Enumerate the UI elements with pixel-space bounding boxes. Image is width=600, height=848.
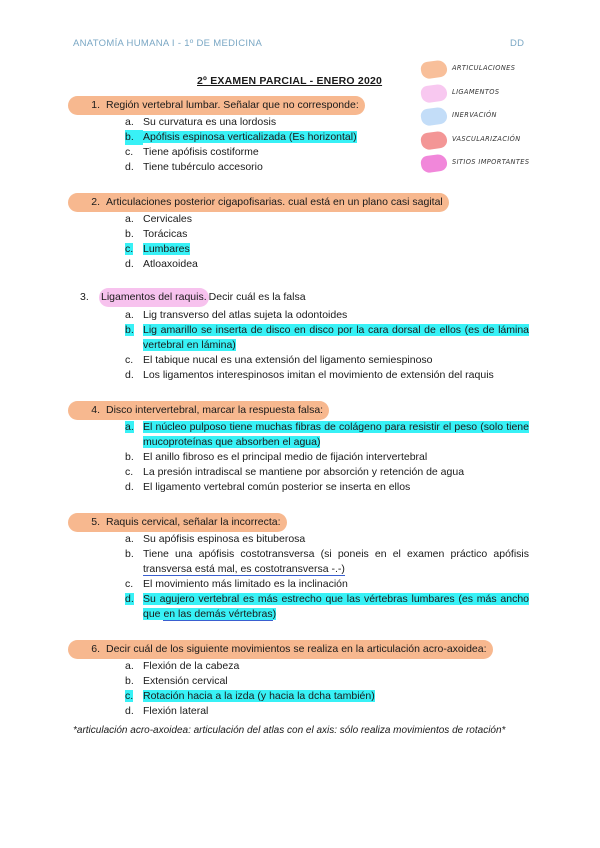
legend-label: VASCULARIZACIÓN xyxy=(452,134,521,143)
option-correct xyxy=(125,689,529,704)
option-text: El anillo fibroso es el principal medio de fijación intervertebral xyxy=(143,451,428,463)
option-text: La presión intradiscal se mantiene por absorción y retención de agua xyxy=(143,466,465,478)
question-number: 4. xyxy=(91,404,100,416)
question-number: 6. xyxy=(91,643,100,655)
question-text: Raquis cervical, señalar la incorrecta: xyxy=(106,516,281,528)
question-4 xyxy=(73,401,529,495)
option-correct xyxy=(125,420,529,450)
legend-label: INERVACIÓN xyxy=(452,111,497,119)
legend-label: LIGAMENTOS xyxy=(452,87,500,96)
option-letter: d. xyxy=(125,481,134,493)
exam-questions xyxy=(73,96,529,738)
question-text-ligamentos: Ligamentos del raquis. xyxy=(99,288,209,307)
question-text: Decir cuál de los siguiente movimientos se realiza en la articulación acro-axoidea: xyxy=(106,643,487,655)
option-text: Su apófisis espinosa es bituberosa xyxy=(143,533,306,545)
option-letter: a. xyxy=(125,213,134,225)
option-letter: a. xyxy=(125,309,134,321)
option-letter: b. xyxy=(125,130,143,145)
option xyxy=(125,145,529,160)
question-5 xyxy=(73,513,529,622)
option-correct xyxy=(125,130,529,145)
option-letter: d. xyxy=(125,705,134,717)
option-correct xyxy=(125,323,529,353)
option-text: Apófisis espinosa verticalizada (Es horizontal) xyxy=(143,131,357,143)
option-text: Lumbares xyxy=(143,243,190,255)
option xyxy=(125,160,529,175)
option-letter: b. xyxy=(125,451,134,463)
option-letter: d. xyxy=(125,161,134,173)
option-text: Atloaxoidea xyxy=(143,258,198,270)
option-text: Tiene tubérculo accesorio xyxy=(143,161,263,173)
option-correct xyxy=(125,592,529,622)
option-text: Los ligamentos interespinosos imitan el movimiento de extensión del raquis xyxy=(143,369,494,381)
option-text-end: ) xyxy=(272,608,277,620)
option-letter: c. xyxy=(125,690,134,702)
option xyxy=(125,115,529,130)
question-2 xyxy=(73,193,529,272)
option-letter: d. xyxy=(125,258,134,270)
option-letter: b. xyxy=(125,324,134,336)
question-stem xyxy=(68,96,365,115)
option-letter: b. xyxy=(125,548,134,560)
option xyxy=(125,368,529,383)
option-text: Flexión lateral xyxy=(143,705,209,717)
option-text: Rotación hacia a la izda (y hacia la dcha también) xyxy=(143,690,375,702)
option-letter: a. xyxy=(125,421,134,433)
question-text: Decir cuál es la falsa xyxy=(208,291,306,303)
option-letter: d. xyxy=(125,593,134,605)
option-text: El núcleo pulposo tiene muchas fibras de colágeno para resistir el peso (solo tiene mucoproteínas que absorben el agua) xyxy=(143,421,529,448)
question-6 xyxy=(73,640,529,719)
option-text: Cervicales xyxy=(143,213,193,225)
question-number: 5. xyxy=(91,516,100,528)
option xyxy=(125,674,529,689)
option-letter: c. xyxy=(125,243,134,255)
option xyxy=(125,480,529,495)
option xyxy=(125,308,529,323)
option-letter: a. xyxy=(125,116,134,128)
question-stem xyxy=(68,513,287,532)
option xyxy=(125,577,529,592)
exam-title: 2º EXAMEN PARCIAL - ENERO 2020 xyxy=(197,75,383,87)
question-3 xyxy=(73,290,529,383)
option-text: Flexión de la cabeza xyxy=(143,660,240,672)
legend-item-articulaciones xyxy=(418,58,558,80)
option xyxy=(125,257,529,272)
question-stem xyxy=(68,640,493,659)
question-stem xyxy=(68,193,449,212)
option xyxy=(125,465,529,480)
option-text: Tiene apófisis costiforme xyxy=(143,146,259,158)
option xyxy=(125,532,529,547)
question-text: Disco intervertebral, marcar la respuesta falsa: xyxy=(106,404,324,416)
option xyxy=(125,227,529,242)
option-letter: a. xyxy=(125,533,134,545)
option-text-underlined: transversa está mal, es costotransversa -.-) xyxy=(143,563,345,575)
author-initials: DD xyxy=(510,38,525,49)
course-header: ANATOMÍA HUMANA I - 1º DE MEDICINA xyxy=(73,38,263,49)
option-letter: c. xyxy=(125,146,134,158)
question-number: 3. xyxy=(80,291,89,303)
footnote: *articulación acro-axoidea: articulación del atlas con el axis: sólo realiza movimientos de rotación* xyxy=(73,725,506,736)
option-text: Lig transverso del atlas sujeta la odontoides xyxy=(143,309,348,321)
option-letter: c. xyxy=(125,578,134,590)
option-text: Lig amarillo se inserta de disco en disco por la cara dorsal de ellos (es de lámina vertebral en lámina) xyxy=(143,324,529,351)
legend-label: ARTICULACIONES xyxy=(452,64,516,72)
option xyxy=(125,450,529,465)
option-letter: c. xyxy=(125,354,134,366)
option xyxy=(125,704,529,719)
option xyxy=(125,212,529,227)
option-letter: b. xyxy=(125,675,134,687)
option-letter: a. xyxy=(125,660,134,672)
option-letter: c. xyxy=(125,466,134,478)
option-text-underlined: en las demás vértebras xyxy=(163,608,273,620)
question-text: Articulaciones posterior cigapofisarias. cual está en un plano casi sagital xyxy=(106,196,443,208)
option-correct xyxy=(125,242,529,257)
question-text: Región vertebral lumbar. Señalar que no corresponde: xyxy=(106,99,359,111)
option-text: Extensión cervical xyxy=(143,675,228,687)
question-1 xyxy=(73,96,529,175)
articulaciones-swatch xyxy=(420,59,448,79)
question-number: 2. xyxy=(91,196,100,208)
legend-label: SITIOS IMPORTANTES xyxy=(452,158,530,166)
option xyxy=(125,353,529,368)
option-text: El ligamento vertebral común posterior se inserta en ellos xyxy=(143,481,411,493)
option-text: Su curvatura es una lordosis xyxy=(143,116,277,128)
option-letter: d. xyxy=(125,369,134,381)
option-text: Su agujero vertebral es más estrecho que las vértebras lumbares (es más ancho que xyxy=(143,593,529,620)
option-text: El tabique nucal es una extensión del ligamento semiespinoso xyxy=(143,354,433,366)
question-stem xyxy=(68,401,329,420)
option xyxy=(125,659,529,674)
option-text: Tiene una apófisis costotransversa (si poneis en el examen práctico apófisis xyxy=(143,548,529,560)
option xyxy=(125,547,529,577)
option-letter: b. xyxy=(125,228,134,240)
question-number: 1. xyxy=(91,99,100,111)
option-text: Torácicas xyxy=(143,228,188,240)
option-text: El movimiento más limitado es la inclinación xyxy=(143,578,348,590)
